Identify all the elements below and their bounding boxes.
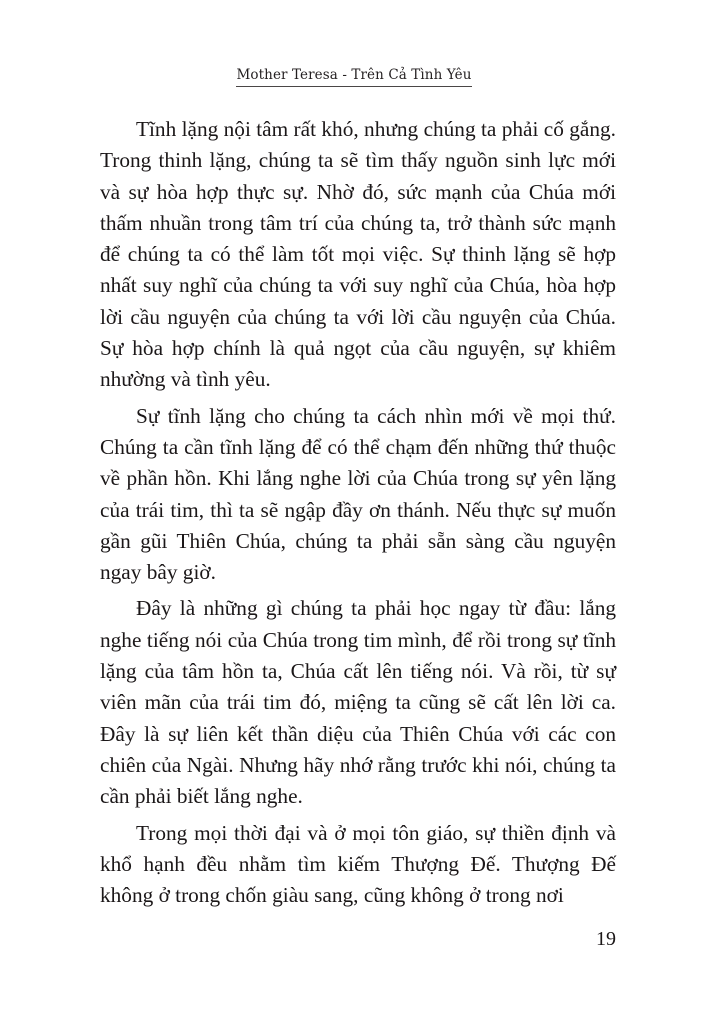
paragraph-2: Sự tĩnh lặng cho chúng ta cách nhìn mới về mọi thứ. Chúng ta cần tĩnh lặng để có thể chạm đến những thứ thuộc về phần hồn. Khi lắng nghe lời của Chúa trong sự yên lặng của trái tim, thì ta sẽ ngập đầy ơn thánh. Nếu thực sự muốn gần gũi Thiên Chúa, chúng ta phải sẵn sàng cầu nguyện ngay bây giờ. — [100, 403, 616, 585]
paragraph-4: Trong mọi thời đại và ở mọi tôn giáo, sự thiền định và khổ hạnh đều nhằm tìm kiếm Thượng Đế. Thượng Đế không ở trong chốn giàu sang, cũng không ở trong nơi — [100, 820, 616, 908]
running-header — [0, 66, 708, 87]
paragraph-3: Đây là những gì chúng ta phải học ngay từ đầu: lắng nghe tiếng nói của Chúa trong tim mình, để rồi trong sự tĩnh lặng của tâm hồn ta, Chúa cất lên tiếng nói. Và rồi, từ sự viên mãn của trái tim đó, miệng ta cũng sẽ cất lên lời ca. Đây là sự liên kết thần diệu của Thiên Chúa với các con chiên của Ngài. Nhưng hãy nhớ rằng trước khi nói, chúng ta cần phải biết lắng nghe. — [100, 596, 616, 809]
body-text-block — [100, 114, 616, 911]
paragraph-1: Tĩnh lặng nội tâm rất khó, nhưng chúng ta phải cố gắng. Trong thinh lặng, chúng ta sẽ tìm thấy nguồn sinh lực mới và sự hòa hợp thực sự. Nhờ đó, sức mạnh của Chúa mới thấm nhuần trong tâm trí của chúng ta, trở thành sức mạnh để chúng ta có thể làm tốt mọi việc. Sự thinh lặng sẽ hợp nhất suy nghĩ của chúng ta với suy nghĩ của Chúa, hòa hợp lời cầu nguyện của chúng ta với lời cầu nguyện của Chúa. Sự hòa hợp chính là quả ngọt của cầu nguyện, sự khiêm nhường và tình yêu. — [100, 117, 616, 392]
running-header-title: Mother Teresa - Trên Cả Tình Yêu — [236, 67, 471, 87]
page-number: 19 — [596, 928, 616, 950]
